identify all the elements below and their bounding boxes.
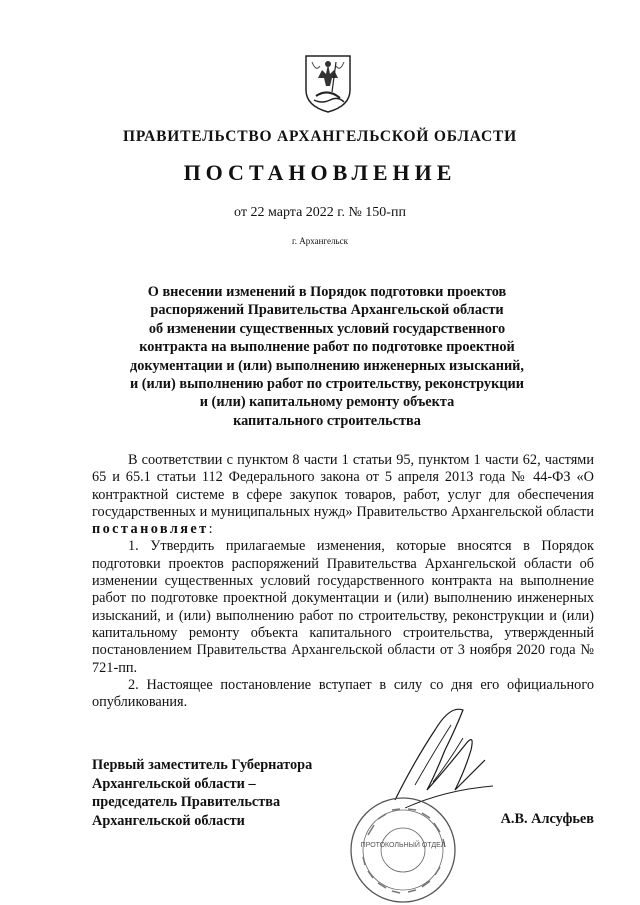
subject-line: и (или) выполнению работ по строительству, реконструкции xyxy=(129,376,525,393)
subject-line: об изменении существенных условий государственного xyxy=(148,320,506,337)
subject-line: и (или) капитальному ремонту объекта xyxy=(199,394,455,411)
item-2-paragraph: 2. Настоящее постановление вступает в силу со дня его официального опубликования. xyxy=(92,676,594,711)
document-body xyxy=(92,452,594,711)
signatory-position xyxy=(92,756,392,830)
item-1-paragraph: 1. Утвердить прилагаемые изменения, которые вносятся в Порядок подготовки проектов распоряжений Правительства Архангельской области об изменении существенных условий государственного контракта на выполнение работ по подготовке проектной документации и (или) выполнению инженерных изысканий, и (или) выполнению работ по строительству, реконструкции и (или) капитальному ремонту объекта капитального строительства, утвержденный постановлением Правительства Архангельской области от 3 ноября 2020 года № 721-пп. xyxy=(92,538,594,676)
resolves-colon: : xyxy=(208,521,213,538)
document-title: ПОСТАНОВЛЕНИЕ xyxy=(183,160,457,185)
subject-line: О внесении изменений в Порядок подготовки проектов xyxy=(147,284,507,300)
position-line: Архангельской области xyxy=(92,812,245,829)
city-name: г. Архангельск xyxy=(292,236,348,246)
position-line: Архангельской области – xyxy=(92,775,256,792)
preamble-text: В соответствии с пунктом 8 части 1 статьи 95, пунктом 1 части 62, частями 65 и 65.1 статьи 112 Федерального закона от 5 апреля 2013 года № 44-ФЗ «О контрактной системе в сфере закупок товаров, работ, услуг для обеспечения государственных и муниципальных нужд» Правительство Архангельской области xyxy=(92,452,594,520)
preamble-paragraph xyxy=(92,452,594,538)
subject-line: контракта на выполнение работ по подготовке проектной xyxy=(139,339,515,356)
government-name: ПРАВИТЕЛЬСТВО АРХАНГЕЛЬСКОЙ ОБЛАСТИ xyxy=(122,128,517,145)
coat-of-arms-icon xyxy=(302,52,354,114)
subject-line: документации и (или) выполнению инженерных изысканий, xyxy=(130,357,524,374)
document-subject xyxy=(92,283,562,430)
signatory-name: А.В. Алсуфьев xyxy=(500,811,594,827)
position-line: Первый заместитель Губернатора xyxy=(92,757,313,773)
subject-line: распоряжений Правительства Архангельской области xyxy=(150,302,504,319)
position-line: председатель Правительства xyxy=(92,794,281,810)
subject-line: капитального строительства xyxy=(233,412,421,429)
resolves-word: постановляет xyxy=(92,521,209,538)
official-stamp xyxy=(348,795,458,905)
stamp-center-text: ПРОТОКОЛЬНЫЙ ОТДЕЛ xyxy=(360,842,446,849)
date-number-line: от 22 марта 2022 г. № 150-пп xyxy=(234,205,406,220)
